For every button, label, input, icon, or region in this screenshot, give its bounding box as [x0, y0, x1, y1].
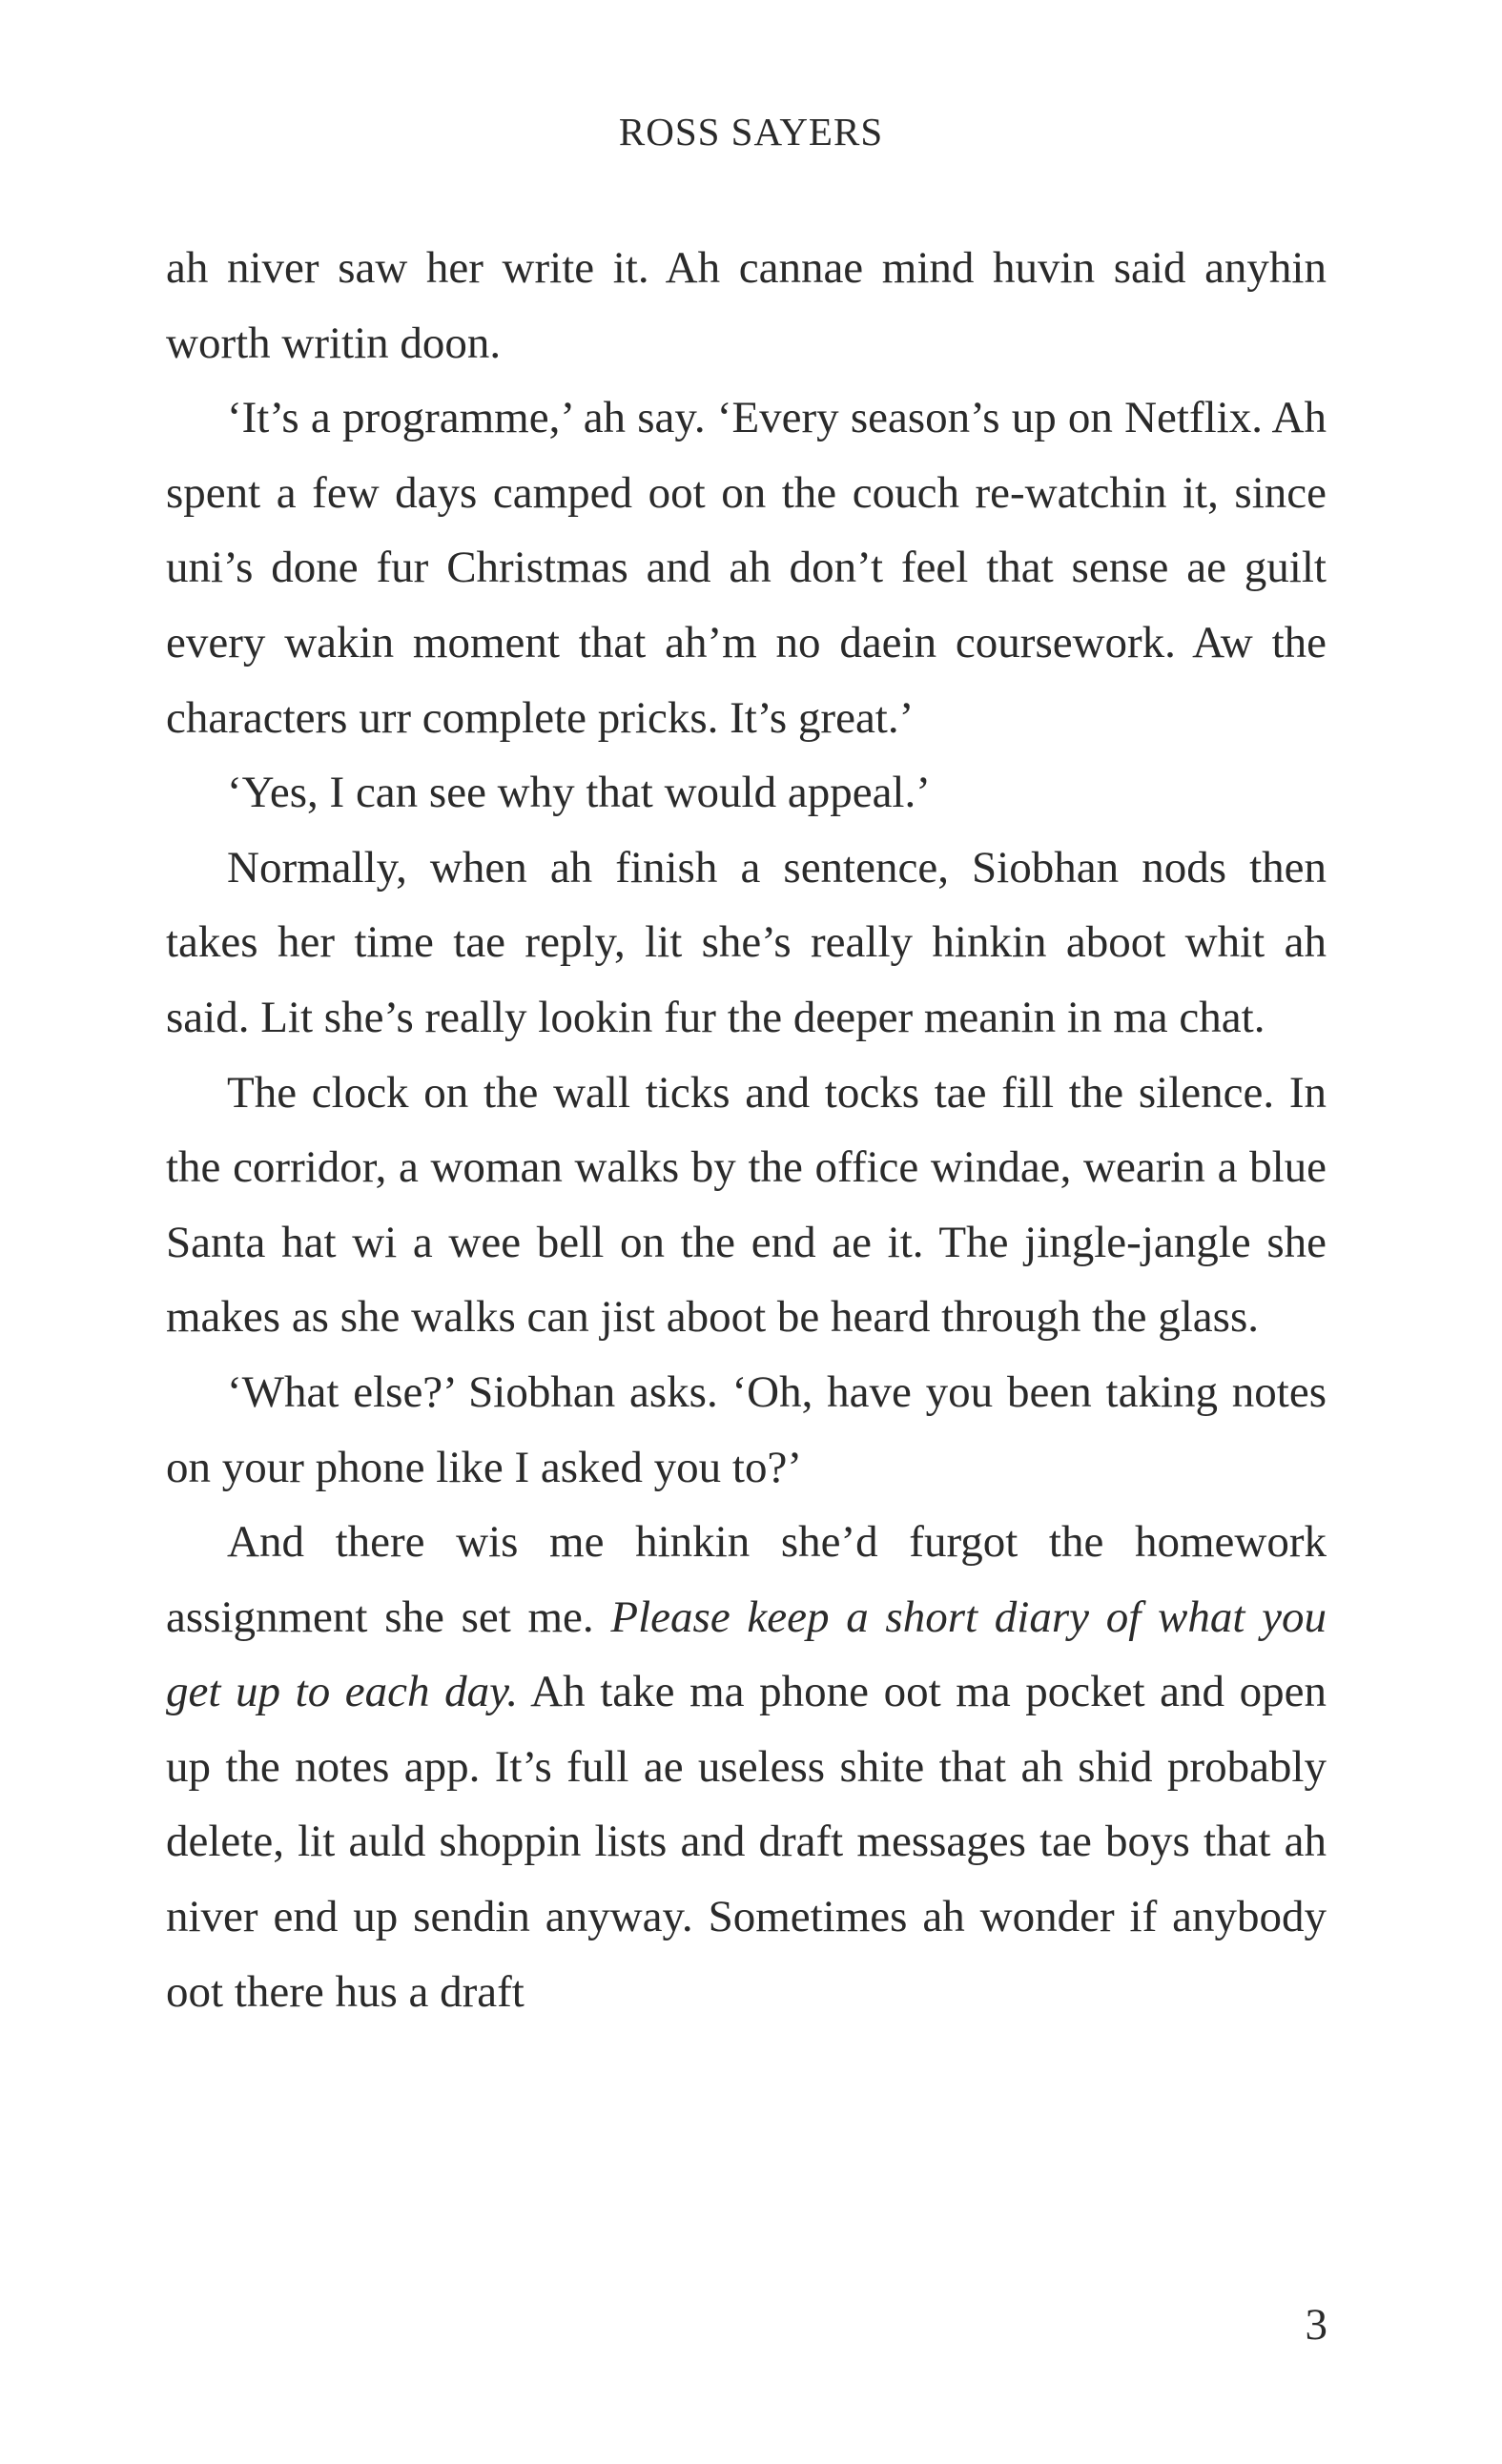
running-head: ROSS SAYERS — [618, 110, 884, 154]
text-run: ah niver saw her write it. Ah cannae mind huvin said anyhin worth writin doon. — [166, 243, 1327, 368]
text-run: Normally, when ah finish a sentence, Siobhan nods then takes her time tae reply, lit she’s really hinkin aboot whit ah said. Lit she’s really lookin fur the deeper meanin in ma chat. — [166, 842, 1327, 1042]
text-run: ‘What else?’ Siobhan asks. ‘Oh, have you been taking notes on your phone like I asked you to?’ — [166, 1366, 1327, 1492]
paragraph — [166, 755, 1327, 831]
paragraph — [166, 1505, 1327, 2029]
text-run: ‘It’s a programme,’ ah say. ‘Every season’s up on Netflix. Ah spent a few days camped oot on the couch re-watchin it, since uni’s done fur Christmas and ah don’t feel that sense ae guilt every wakin moment that ah’m no daein coursework. Aw the characters urr complete pricks. It’s great.’ — [166, 393, 1327, 743]
text-run: ‘Yes, I can see why that would appeal.’ — [227, 768, 931, 818]
paragraph — [166, 831, 1327, 1056]
paragraph — [166, 380, 1327, 755]
text-run: And there wis me hinkin she’d furgot the homework assignment she set me. — [166, 1517, 1327, 1642]
paragraph — [166, 1355, 1327, 1505]
paragraph — [166, 1056, 1327, 1355]
paragraph — [166, 231, 1327, 380]
text-run: The clock on the wall ticks and tocks tae fill the silence. In the corridor, a woman walks by the office windae, wearin a blue Santa hat wi a wee bell on the end ae it. The jingle-jangle she makes as she walks can jist aboot be heard through the glass. — [166, 1067, 1327, 1343]
italic-text-run: Please keep a short diary of what you get up to each day. — [166, 1591, 1327, 1717]
page-number: 3 — [1305, 2300, 1327, 2350]
text-run: Ah take ma phone oot ma pocket and open up the notes app. It’s full ae useless shite that ah shid probably delete, lit auld shoppin lists and draft messages tae boys that ah niver end up sendin anyway. Sometimes ah wonder if anybody oot there hus a draft — [166, 1667, 1327, 2017]
body-text — [166, 231, 1327, 2029]
